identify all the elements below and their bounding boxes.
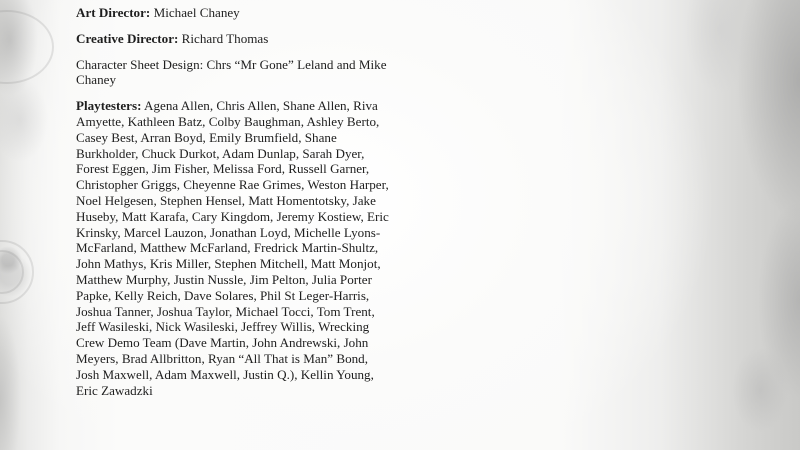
credits-block bbox=[76, 5, 394, 408]
character-sheet-design-line: Character Sheet Design: Chrs “Mr Gone” Leland and Mike Chaney bbox=[76, 56, 387, 88]
creative-director-name: Richard Thomas bbox=[181, 30, 269, 46]
art-director-label: Art Director: bbox=[76, 5, 151, 20]
art-director-name: Michael Chaney bbox=[153, 5, 240, 20]
right-grunge-texture bbox=[600, 0, 800, 450]
playtesters-line bbox=[76, 98, 394, 398]
playtesters-label: Playtesters: bbox=[76, 98, 142, 114]
creative-director-label: Creative Director: bbox=[76, 30, 179, 46]
creative-director-line bbox=[76, 31, 394, 47]
art-director-line bbox=[76, 5, 394, 21]
playtesters-names: Agena Allen, Chris Allen, Shane Allen, Riva Amyette, Kathleen Batz, Colby Baughman, Ashley Berto, Casey Best, Arran Boyd, Emily Brumfield, Shane Burkholder, Chuck Durkot, Adam Dunlap, Sarah Dyer, Forest Eggen, Jim Fisher, Melissa Ford, Russell Garner, Christopher Griggs, Cheyenne Rae Grimes, Weston Harper, Noel Helgesen, Stephen Hensel, Matt Homentotsky, Jake Huseby, Matt Karafa, Cary Kingdom, Jeremy Kostiew, Eric Krinsky, Marcel Lauzon, Jonathan Loyd, Michelle Lyons-McFarland, Matthew McFarland, Fredrick Martin-Shultz, John Mathys, Kris Miller, Stephen Mitchell, Matt Monjot, Matthew Murphy, Justin Nussle, Jim Pelton, Julia Porter Papke, Kelly Reich, Dave Solares, Phil St Leger-Harris, Joshua Tanner, Joshua Taylor, Michael Tocci, Tom Trent, Jeff Wasileski, Nick Wasileski, Jeffrey Willis, Wrecking Crew Demo Team (Dave Martin, John Andrewski, John Meyers, Brad Allbritton, Ryan “All That is Man” Bond, Josh Maxwell, Adam Maxwell, Justin Q.), Kellin Young, Eric Zawadzki bbox=[76, 98, 389, 398]
